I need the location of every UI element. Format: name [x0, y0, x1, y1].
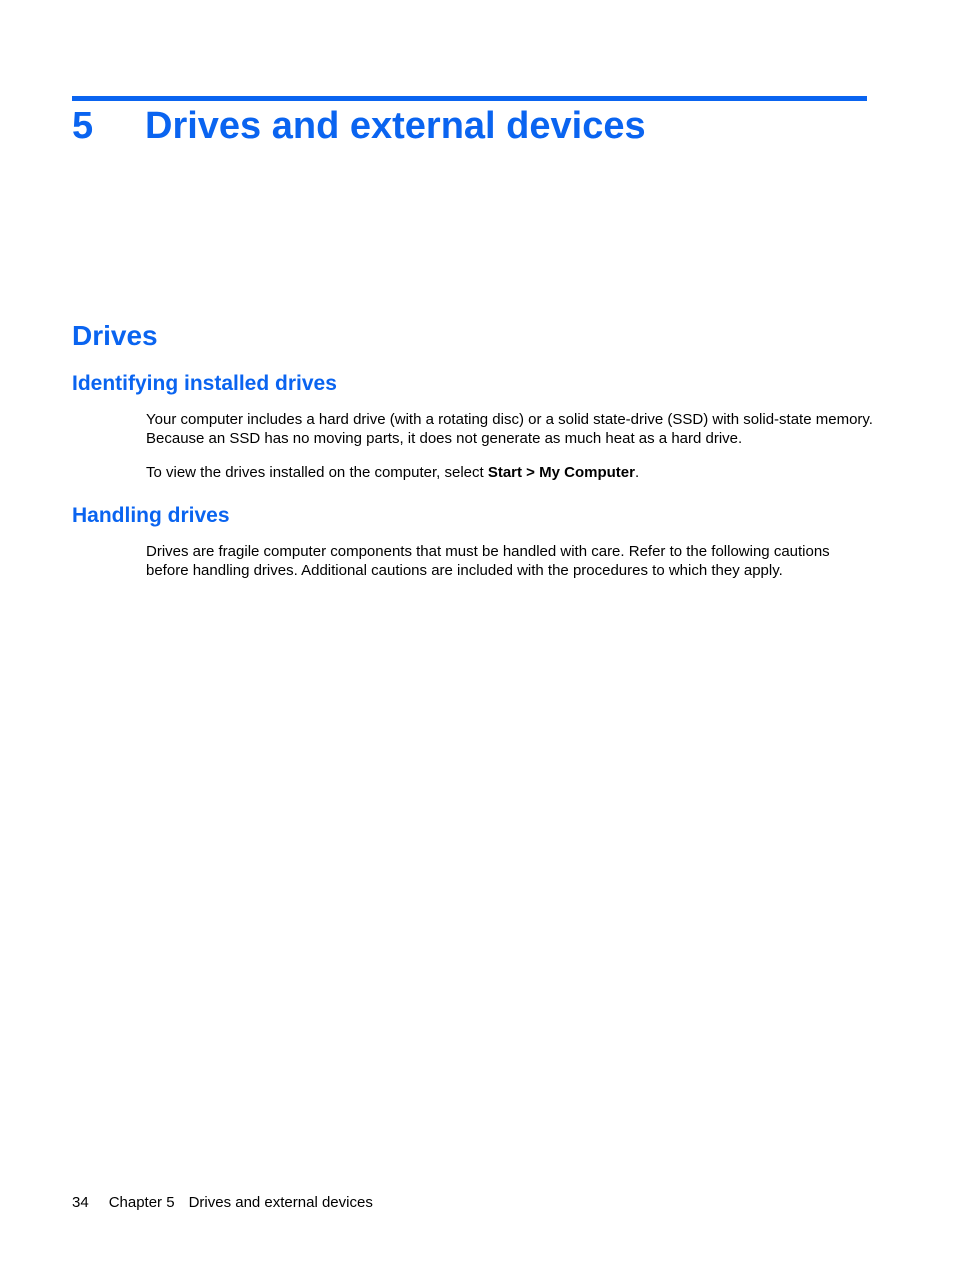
paragraph-view-drives	[146, 463, 876, 482]
page-number: 34	[72, 1194, 89, 1211]
menu-path-start-my-computer: Start > My Computer	[487, 464, 635, 481]
chapter-title: Drives and external devices	[145, 105, 646, 147]
chapter-rule	[72, 96, 867, 101]
chapter-heading	[72, 102, 872, 152]
section-heading-drives: Drives	[72, 320, 158, 351]
subsection-heading-handling-drives: Handling drives	[72, 504, 230, 527]
footer-chapter-title: Drives and external devices	[188, 1194, 373, 1211]
chapter-number: 5	[72, 105, 94, 147]
paragraph-view-drives-period: .	[634, 464, 640, 481]
paragraph-view-drives-text: To view the drives installed on the computer, select	[146, 464, 488, 481]
footer-chapter-label: Chapter 5	[108, 1194, 175, 1211]
subsection-heading-identifying-installed-drives: Identifying installed drives	[72, 372, 337, 395]
page-footer	[72, 1193, 373, 1212]
paragraph-drive-types: Your computer includes a hard drive (with a rotating disc) or a solid state-drive (SSD) with solid-state memory. Because an SSD has no moving parts, it does not generate as much heat as a hard drive.	[146, 411, 873, 447]
paragraph-handling-cautions: Drives are fragile computer components that must be handled with care. Refer to the following cautions before handling drives. Additional cautions are included with the procedures to which they apply.	[146, 543, 830, 579]
